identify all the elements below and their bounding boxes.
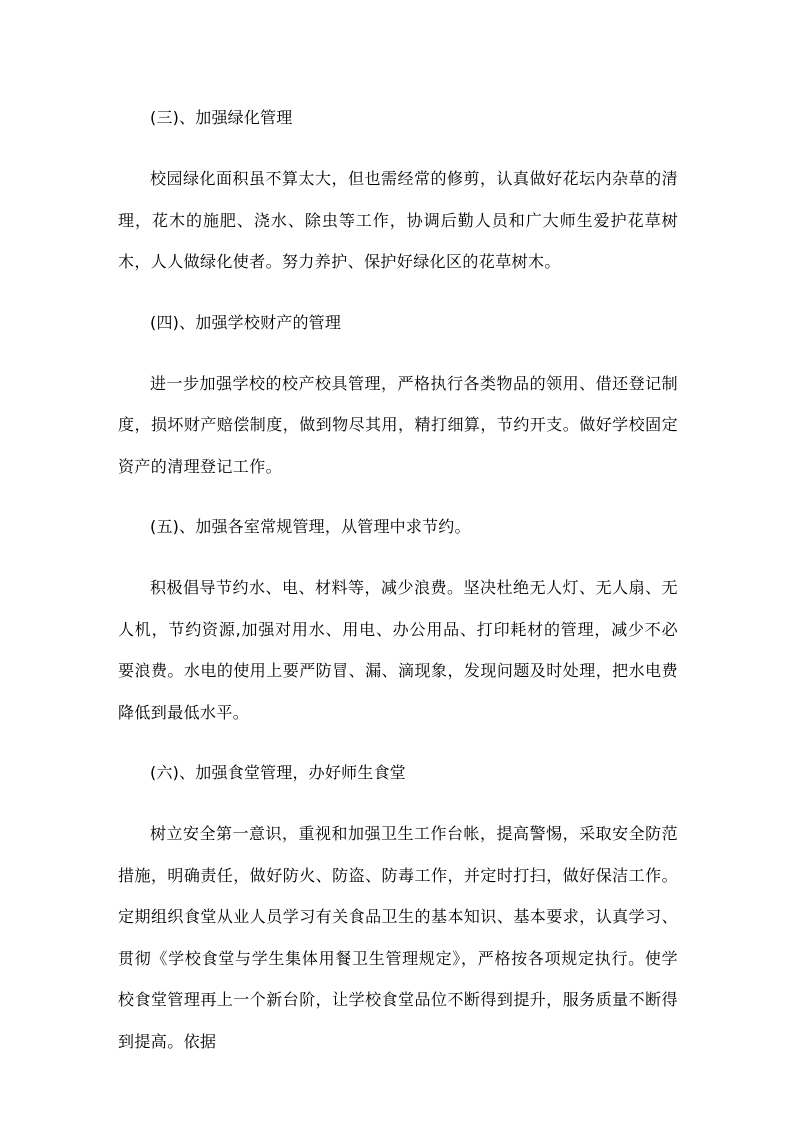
section-heading-5: (五)、加强各室常规管理，从管理中求节约。 <box>150 517 471 536</box>
section-heading-6: (六)、加强食堂管理，办好师生食堂 <box>150 763 406 782</box>
section-paragraph-5: 积极倡导节约水、电、材料等，减少浪费。坚决杜绝无人灯、无人扇、无人机，节约资源,加强对用水、用电、办公用品、打印耗材的管理，减少不必要浪费。水电的使用上要严防冒、漏、滴现象，发现问题及时处理，把水电费降低到最低水平。 <box>118 578 678 722</box>
section-paragraph-4: 进一步加强学校的校产校具管理，严格执行各类物品的领用、借还登记制度，损坏财产赔偿制度，做到物尽其用，精打细算，节约开支。做好学校固定资产的清理登记工作。 <box>118 373 678 476</box>
section-paragraph-3: 校园绿化面积虽不算太大，但也需经常的修剪，认真做好花坛内杂草的清理，花木的施肥、浇水、除虫等工作，协调后勤人员和广大师生爱护花草树木，人人做绿化使者。努力养护、保护好绿化区的花草树木。 <box>118 169 678 271</box>
section-heading-3: (三)、加强绿化管理 <box>150 108 293 127</box>
section-heading-4: (四)、加强学校财产的管理 <box>150 312 342 332</box>
section-paragraph-6: 树立安全第一意识，重视和加强卫生工作台帐，提高警惕，采取安全防范措施，明确责任，做好防火、防盗、防毒工作，并定时打扫，做好保洁工作。定期组织食堂从业人员学习有关食品卫生的基本知识、基本要求，认真学习、贯彻《学校食堂与学生集体用餐卫生管理规定》，严格按各项规定执行。使学校食堂管理再上一个新台阶，让学校食堂品位不断得到提升，服务质量不断得到提高。依据 <box>118 824 678 1051</box>
document-body <box>118 104 678 1051</box>
